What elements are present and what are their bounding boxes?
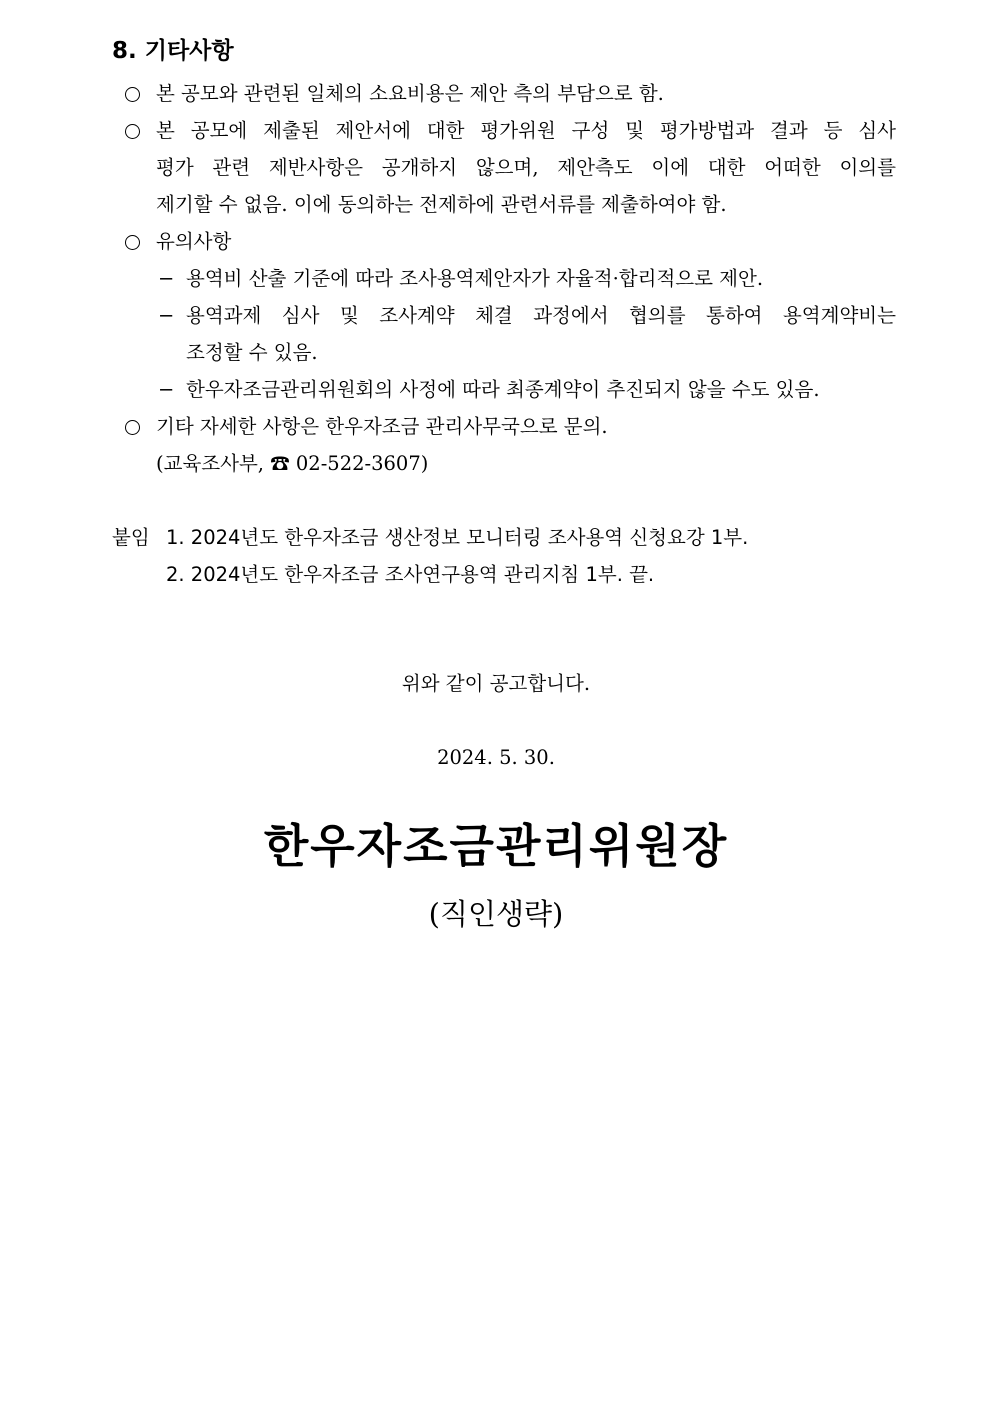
seal-note: (직인생략) bbox=[428, 897, 564, 931]
circle-bullet-icon bbox=[125, 87, 140, 102]
item-text: 기타 자세한 사항은 한우자조금 관리사무국으로 문의. bbox=[156, 415, 608, 438]
note-text: 한우자조금관리위원회의 사정에 따라 최종계약이 추진되지 않을 수도 있음. bbox=[186, 378, 820, 401]
item-text: 평가 관련 제반사항은 공개하지 않으며, 제안측도 이에 대한 어떠한 이의를 bbox=[156, 156, 896, 179]
contact-text: (교육조사부, ☎ 02-522-3607) bbox=[156, 452, 429, 475]
dash-bullet-icon: − bbox=[158, 267, 175, 290]
dash-bullet-icon: − bbox=[158, 304, 175, 327]
item-text: 본 공모와 관련된 일체의 소요비용은 제안 측의 부담으로 함. bbox=[156, 82, 664, 105]
issuer-name: 한우자조금관리위원장 bbox=[263, 819, 729, 873]
attachment-item: 2. 2024년도 한우자조금 조사연구용역 관리지침 1부. 끝. bbox=[166, 563, 655, 586]
item-text: 제기할 수 없음. 이에 동의하는 전제하에 관련서류를 제출하여야 함. bbox=[156, 193, 727, 216]
note-text: 용역비 산출 기준에 따라 조사용역제안자가 자율적·합리적으로 제안. bbox=[186, 267, 764, 290]
dash-bullet-icon: − bbox=[158, 378, 175, 401]
section-heading: 8. 기타사항 bbox=[112, 38, 234, 64]
attachment-item: 1. 2024년도 한우자조금 생산정보 모니터링 조사용역 신청요강 1부. bbox=[166, 526, 749, 549]
circle-bullet-icon bbox=[125, 420, 140, 435]
circle-bullet-icon bbox=[125, 235, 140, 250]
note-text: 조정할 수 있음. bbox=[186, 341, 318, 364]
announcement-date: 2024. 5. 30. bbox=[437, 746, 555, 769]
circle-bullet-icon bbox=[125, 124, 140, 139]
note-text: 용역과제 심사 및 조사계약 체결 과정에서 협의를 통하여 용역계약비는 bbox=[186, 304, 896, 327]
item-text: 본 공모에 제출된 제안서에 대한 평가위원 구성 및 평가방법과 결과 등 심사 bbox=[156, 119, 896, 142]
closing-statement: 위와 같이 공고합니다. bbox=[401, 672, 591, 695]
attachment-label: 붙임 bbox=[112, 526, 150, 549]
item-text: 유의사항 bbox=[156, 230, 232, 253]
